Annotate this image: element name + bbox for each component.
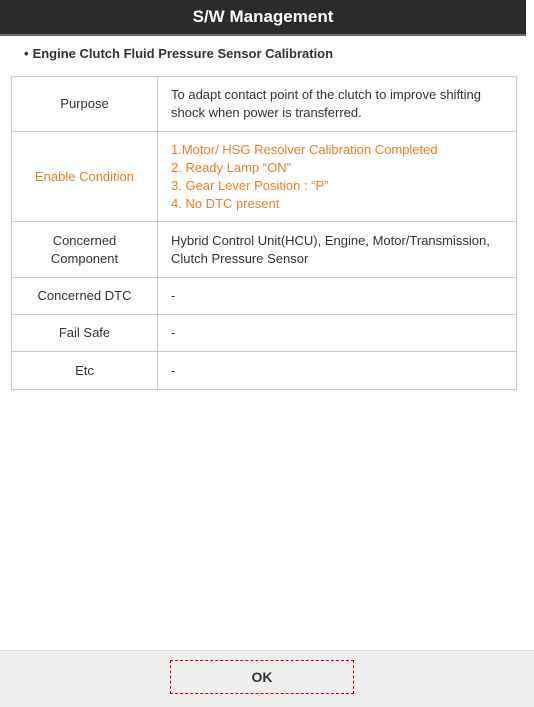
value-fail-safe: - xyxy=(158,315,517,352)
footer-bar xyxy=(0,650,534,707)
label-purpose: Purpose xyxy=(12,77,158,132)
right-edge xyxy=(526,0,534,706)
row-concerned-dtc xyxy=(12,278,517,315)
label-concerned-component: Concerned Component xyxy=(12,222,158,278)
row-concerned-component xyxy=(12,222,517,278)
ok-button[interactable]: OK xyxy=(170,660,354,694)
info-table xyxy=(11,76,517,390)
window-title: S/W Management xyxy=(192,7,334,26)
value-concerned-component: Hybrid Control Unit(HCU), Engine, Motor/Transmission, Clutch Pressure Sensor xyxy=(158,222,517,278)
label-concerned-dtc: Concerned DTC xyxy=(12,278,158,315)
row-fail-safe xyxy=(12,315,517,352)
label-enable-condition: Enable Condition xyxy=(12,132,158,222)
row-purpose xyxy=(12,77,517,132)
value-concerned-dtc: - xyxy=(158,278,517,315)
value-purpose: To adapt contact point of the clutch to improve shifting shock when power is transferred. xyxy=(158,77,517,132)
section-title: Engine Clutch Fluid Pressure Sensor Calibration xyxy=(32,46,334,61)
label-fail-safe: Fail Safe xyxy=(12,315,158,352)
row-enable-condition xyxy=(12,132,517,222)
value-etc: - xyxy=(158,352,517,390)
bullet-icon: • xyxy=(24,46,29,61)
section-heading xyxy=(24,46,333,61)
label-etc: Etc xyxy=(12,352,158,390)
title-bar xyxy=(0,0,526,36)
value-enable-condition: 1.Motor/ HSG Resolver Calibration Completed 2. Ready Lamp “ON” 3. Gear Lever Position : “P” 4. No DTC present xyxy=(158,132,517,222)
row-etc xyxy=(12,352,517,390)
